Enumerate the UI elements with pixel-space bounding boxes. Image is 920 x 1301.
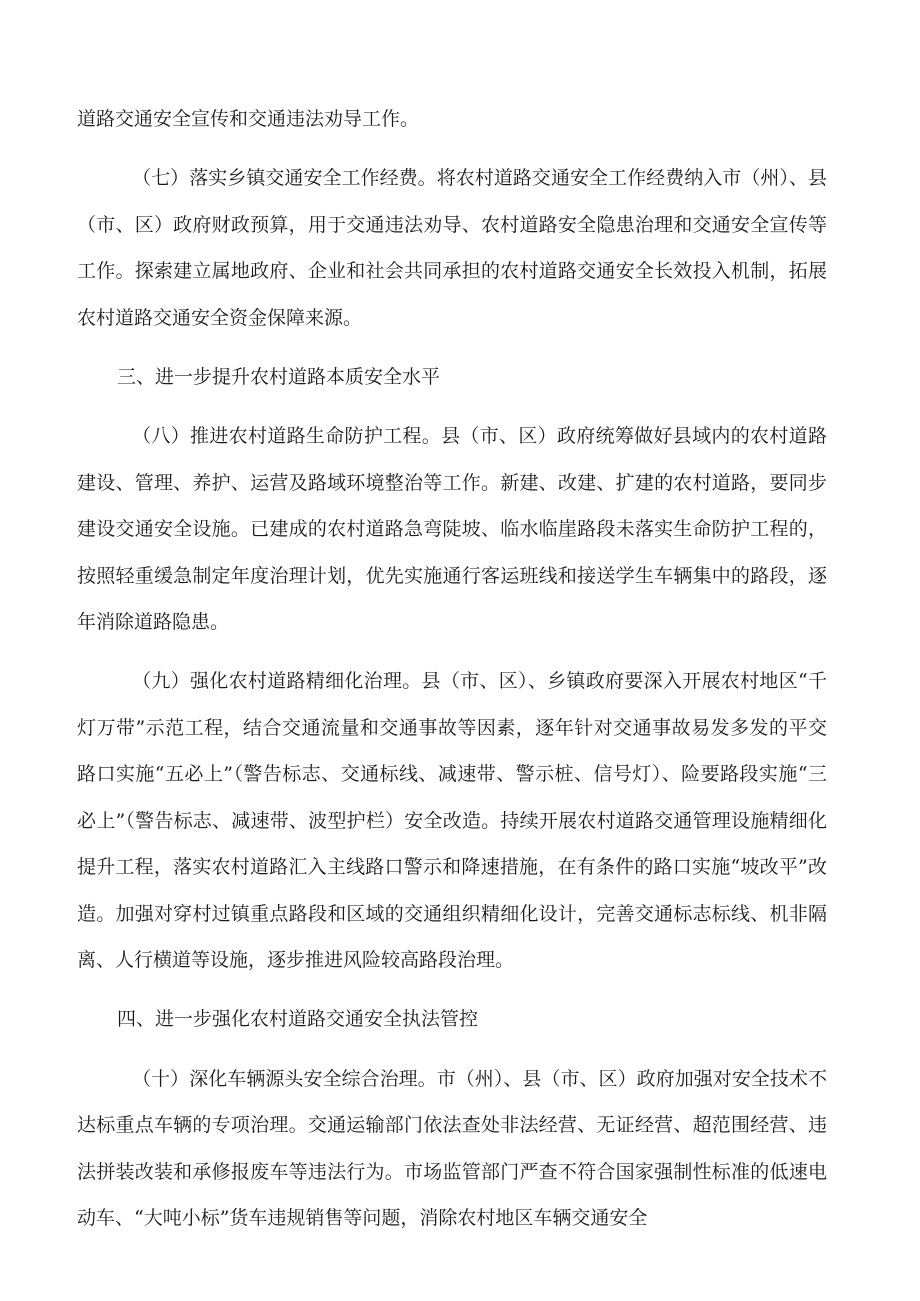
section-heading-3: 三、进一步提升农村道路本质安全水平 bbox=[117, 366, 441, 389]
paragraph-continuation: 道路交通安全宣传和交通违法劝导工作。 bbox=[77, 108, 420, 130]
section-heading-4: 四、进一步强化农村道路交通安全执法管控 bbox=[117, 1008, 479, 1031]
paragraph-item-7: （七）落实乡镇交通安全工作经费。将农村道路交通安全工作经费纳入市（州）、县（市、区）政府财政预算，用于交通违法劝导、农村道路安全隐患治理和交通安全宣传等工作。探索建立属地政府、企业和社会共同承担的农村道路交通安全长效投入机制，拓展农村道路交通安全资金保障来源。 bbox=[77, 167, 827, 329]
paragraph-item-8: （八）推进农村道路生命防护工程。县（市、区）政府统筹做好县域内的农村道路建设、管理、养护、运营及路域环境整治等工作。新建、改建、扩建的农村道路，要同步建设交通安全设施。已建成的农村道路急弯陡坡、临水临崖路段未落实生命防护工程的，按照轻重缓急制定年度治理计划，优先实施通行客运班线和接送学生车辆集中的路段，逐年消除道路隐患。 bbox=[77, 425, 827, 634]
document-body bbox=[77, 96, 827, 1241]
paragraph-item-10: （十）深化车辆源头安全综合治理。市（州）、县（市、区）政府加强对安全技术不达标重点车辆的专项治理。交通运输部门依法查处非法经营、无证经营、超范围经营、违法拼装改装和承修报废车等违法行为。市场监管部门严查不符合国家强制性标准的低速电动车、“大吨小标”货车违规销售等问题，消除农村地区车辆交通安全 bbox=[77, 1067, 827, 1229]
paragraph-item-9: （九）强化农村道路精细化治理。县（市、区）、乡镇政府要深入开展农村地区“千灯万带”示范工程，结合交通流量和交通事故等因素，逐年针对交通事故易发多发的平交路口实施“五必上”（警告标志、交通标线、减速带、警示桩、信号灯）、险要路段实施“三必上”（警告标志、减速带、波型护栏）安全改造。持续开展农村道路交通管理设施精细化提升工程，落实农村道路汇入主线路口警示和降速措施，在有条件的路口实施“坡改平”改造。加强对穿村过镇重点路段和区域的交通组织精细化设计，完善交通标志标线、机非隔离、人行横道等设施，逐步推进风险较高路段治理。 bbox=[77, 670, 827, 971]
